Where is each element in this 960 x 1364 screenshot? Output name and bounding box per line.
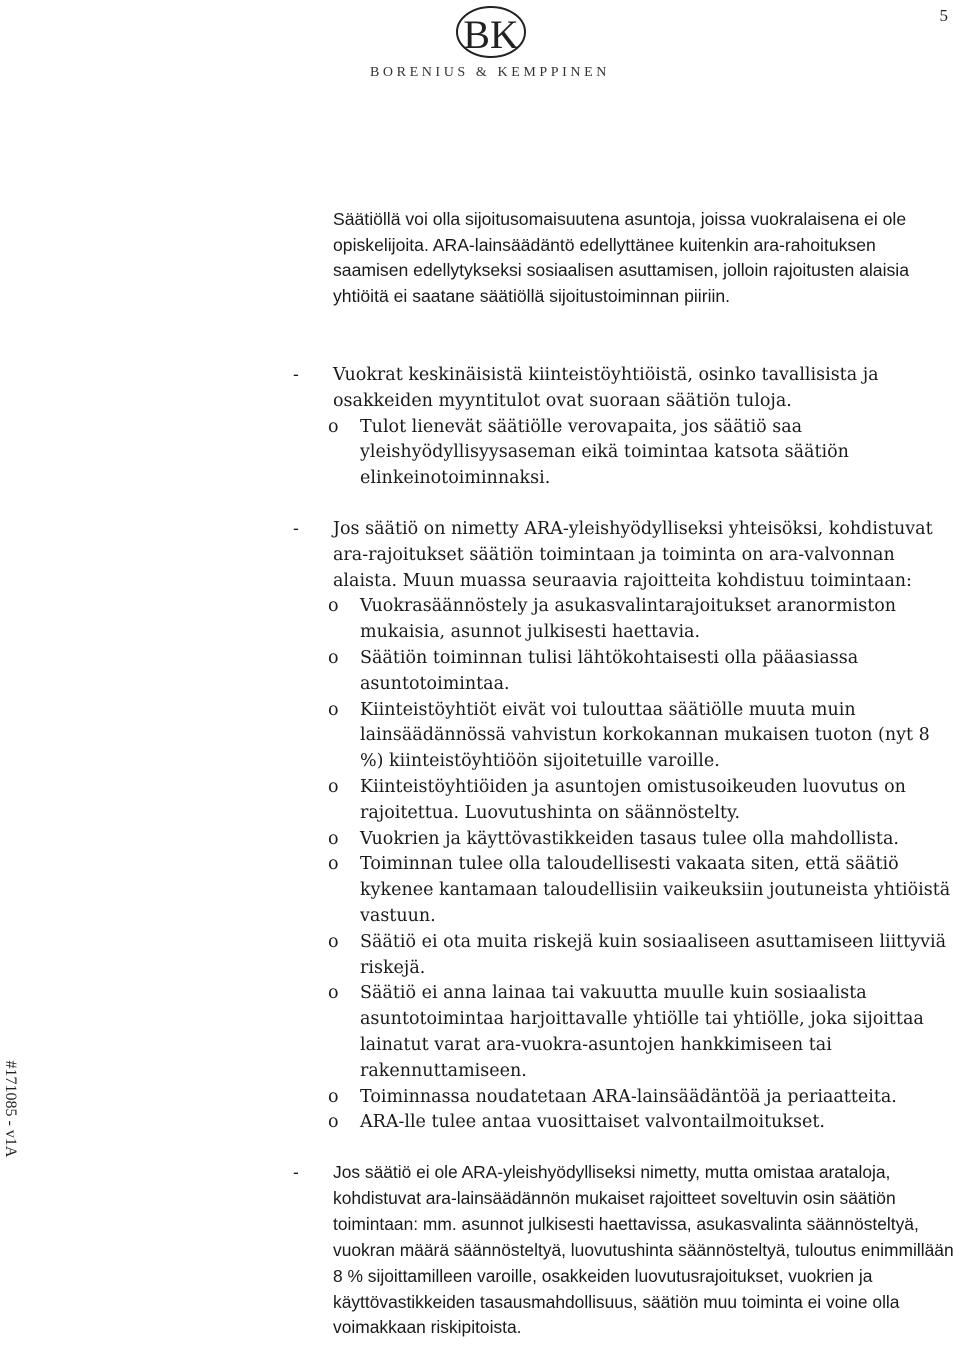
section-2-subitem: o Toiminnan tulee olla taloudellisesti vakaata siten, että säätiö kykenee kantamaan taloudellisiin vaikeuksiin joutuneista yhtiöistä vastuun. xyxy=(328,854,951,926)
section-2-subitem: o Vuokrien ja käyttövastikkeiden tasaus tulee olla mahdollista. xyxy=(328,828,899,849)
section-2-subitem: o Kiinteistöyhtiöiden ja asuntojen omistusoikeuden luovutus on rajoitettua. Luovutushinta on säännöstelty. xyxy=(328,776,906,823)
section-2-subitem: o Toiminnassa noudatetaan ARA-lainsäädäntöä ja periaatteita. xyxy=(328,1086,897,1107)
section-2-subitem: o Säätiö ei anna lainaa tai vakuutta muulle kuin sosiaalista asuntotoimintaa harjoittavalle yhtiölle tai yhtiölle, joka sijoittaa lainatut varat ara-vuokra-asuntojen hankkimiseen tai rakennuttamiseen. xyxy=(328,983,924,1081)
section-1 xyxy=(293,363,955,492)
document-id: #171085 - v1A xyxy=(2,1060,19,1158)
section-2-subitem: o Säätiön toiminnan tulisi lähtökohtaisesti olla pääasiassa asuntotoimintaa. xyxy=(328,647,859,694)
section-2-subitem: o Kiinteistöyhtiöt eivät voi tulouttaa säätiölle muuta muin lainsäädännössä vahvistun korkokannan mukaisen tuoton (nyt 8 %) kiinteistöyhtiöön sijoitetuille varoille. xyxy=(328,699,930,772)
bk-monogram-icon xyxy=(447,2,535,62)
section-3 xyxy=(293,1160,955,1341)
section-2 xyxy=(293,517,955,1136)
section-3-text: Jos säätiö ei ole ARA-yleishyödylliseksi nimetty, mutta omistaa arataloja, kohdistuvat ara-lainsäädännön mukaiset rajoitteet soveltuvin osin säätiön toimintaan: mm. asunnot julkisesti haettavissa, asukasvalinta säännösteltyä, vuokran määrä säännösteltyä, luovutushinta säännösteltyä, tuloutus enimmillään 8 % sijoittamilleen varoille, osakkeiden luovutusrajoitukset, vuokrien ja käyttövastikkeiden tasausmahdollisuus, säätiön muu toiminta ei voine olla voimakkaan riskipitoista. xyxy=(333,1162,954,1338)
section-1-subitem: o Tulot lienevät säätiölle verovapaita, jos säätiö saa yleishyödyllisyysaseman eikä toimintaa katsota säätiön elinkeinotoiminnaksi. xyxy=(328,416,849,489)
logo-wordmark: BORENIUS & KEMPPINEN xyxy=(369,65,610,80)
logo-monogram: BK xyxy=(463,12,519,57)
dash-marker: - xyxy=(293,519,299,539)
page-number: 5 xyxy=(939,6,948,25)
section-2-subitem: o ARA-lle tulee antaa vuosittaiset valvontailmoitukset. xyxy=(328,1112,825,1133)
section-2-text: Jos säätiö on nimetty ARA-yleishyödylliseksi yhteisöksi, kohdistuvat ara-rajoitukset säätiön toimintaan ja toiminta on ara-valvonnan alaista. Muun muassa seuraavia rajoitteita kohdistuu toimintaan: xyxy=(333,519,933,591)
dash-marker: - xyxy=(293,365,299,385)
intro-paragraph: Säätiöllä voi olla sijoitusomaisuutena asuntoja, joissa vuokralaisena ei ole opiskelijoita. ARA-lainsäädäntö edellyttänee kuitenkin ara-rahoituksen saamisen edellytykseksi sosiaalisen asuttamisen, jolloin rajoitusten alaisia yhtiöitä ei saatane säätiöllä sijoitustoiminnan piiriin. xyxy=(333,209,909,306)
section-2-subitem: o Vuokrasäännöstely ja asukasvalintarajoitukset aranormiston mukaisia, asunnot julkisesti haettavia. xyxy=(328,596,897,643)
dash-marker: - xyxy=(293,1162,299,1182)
section-2-subitem: o Säätiö ei ota muita riskejä kuin sosiaaliseen asuttamiseen liittyviä riskejä. xyxy=(328,931,947,978)
section-1-text: Vuokrat keskinäisistä kiinteistöyhtiöistä, osinko tavallisista ja osakkeiden myyntitulot ovat suoraan säätiön tuloja. xyxy=(333,365,879,411)
company-logo xyxy=(342,2,638,82)
